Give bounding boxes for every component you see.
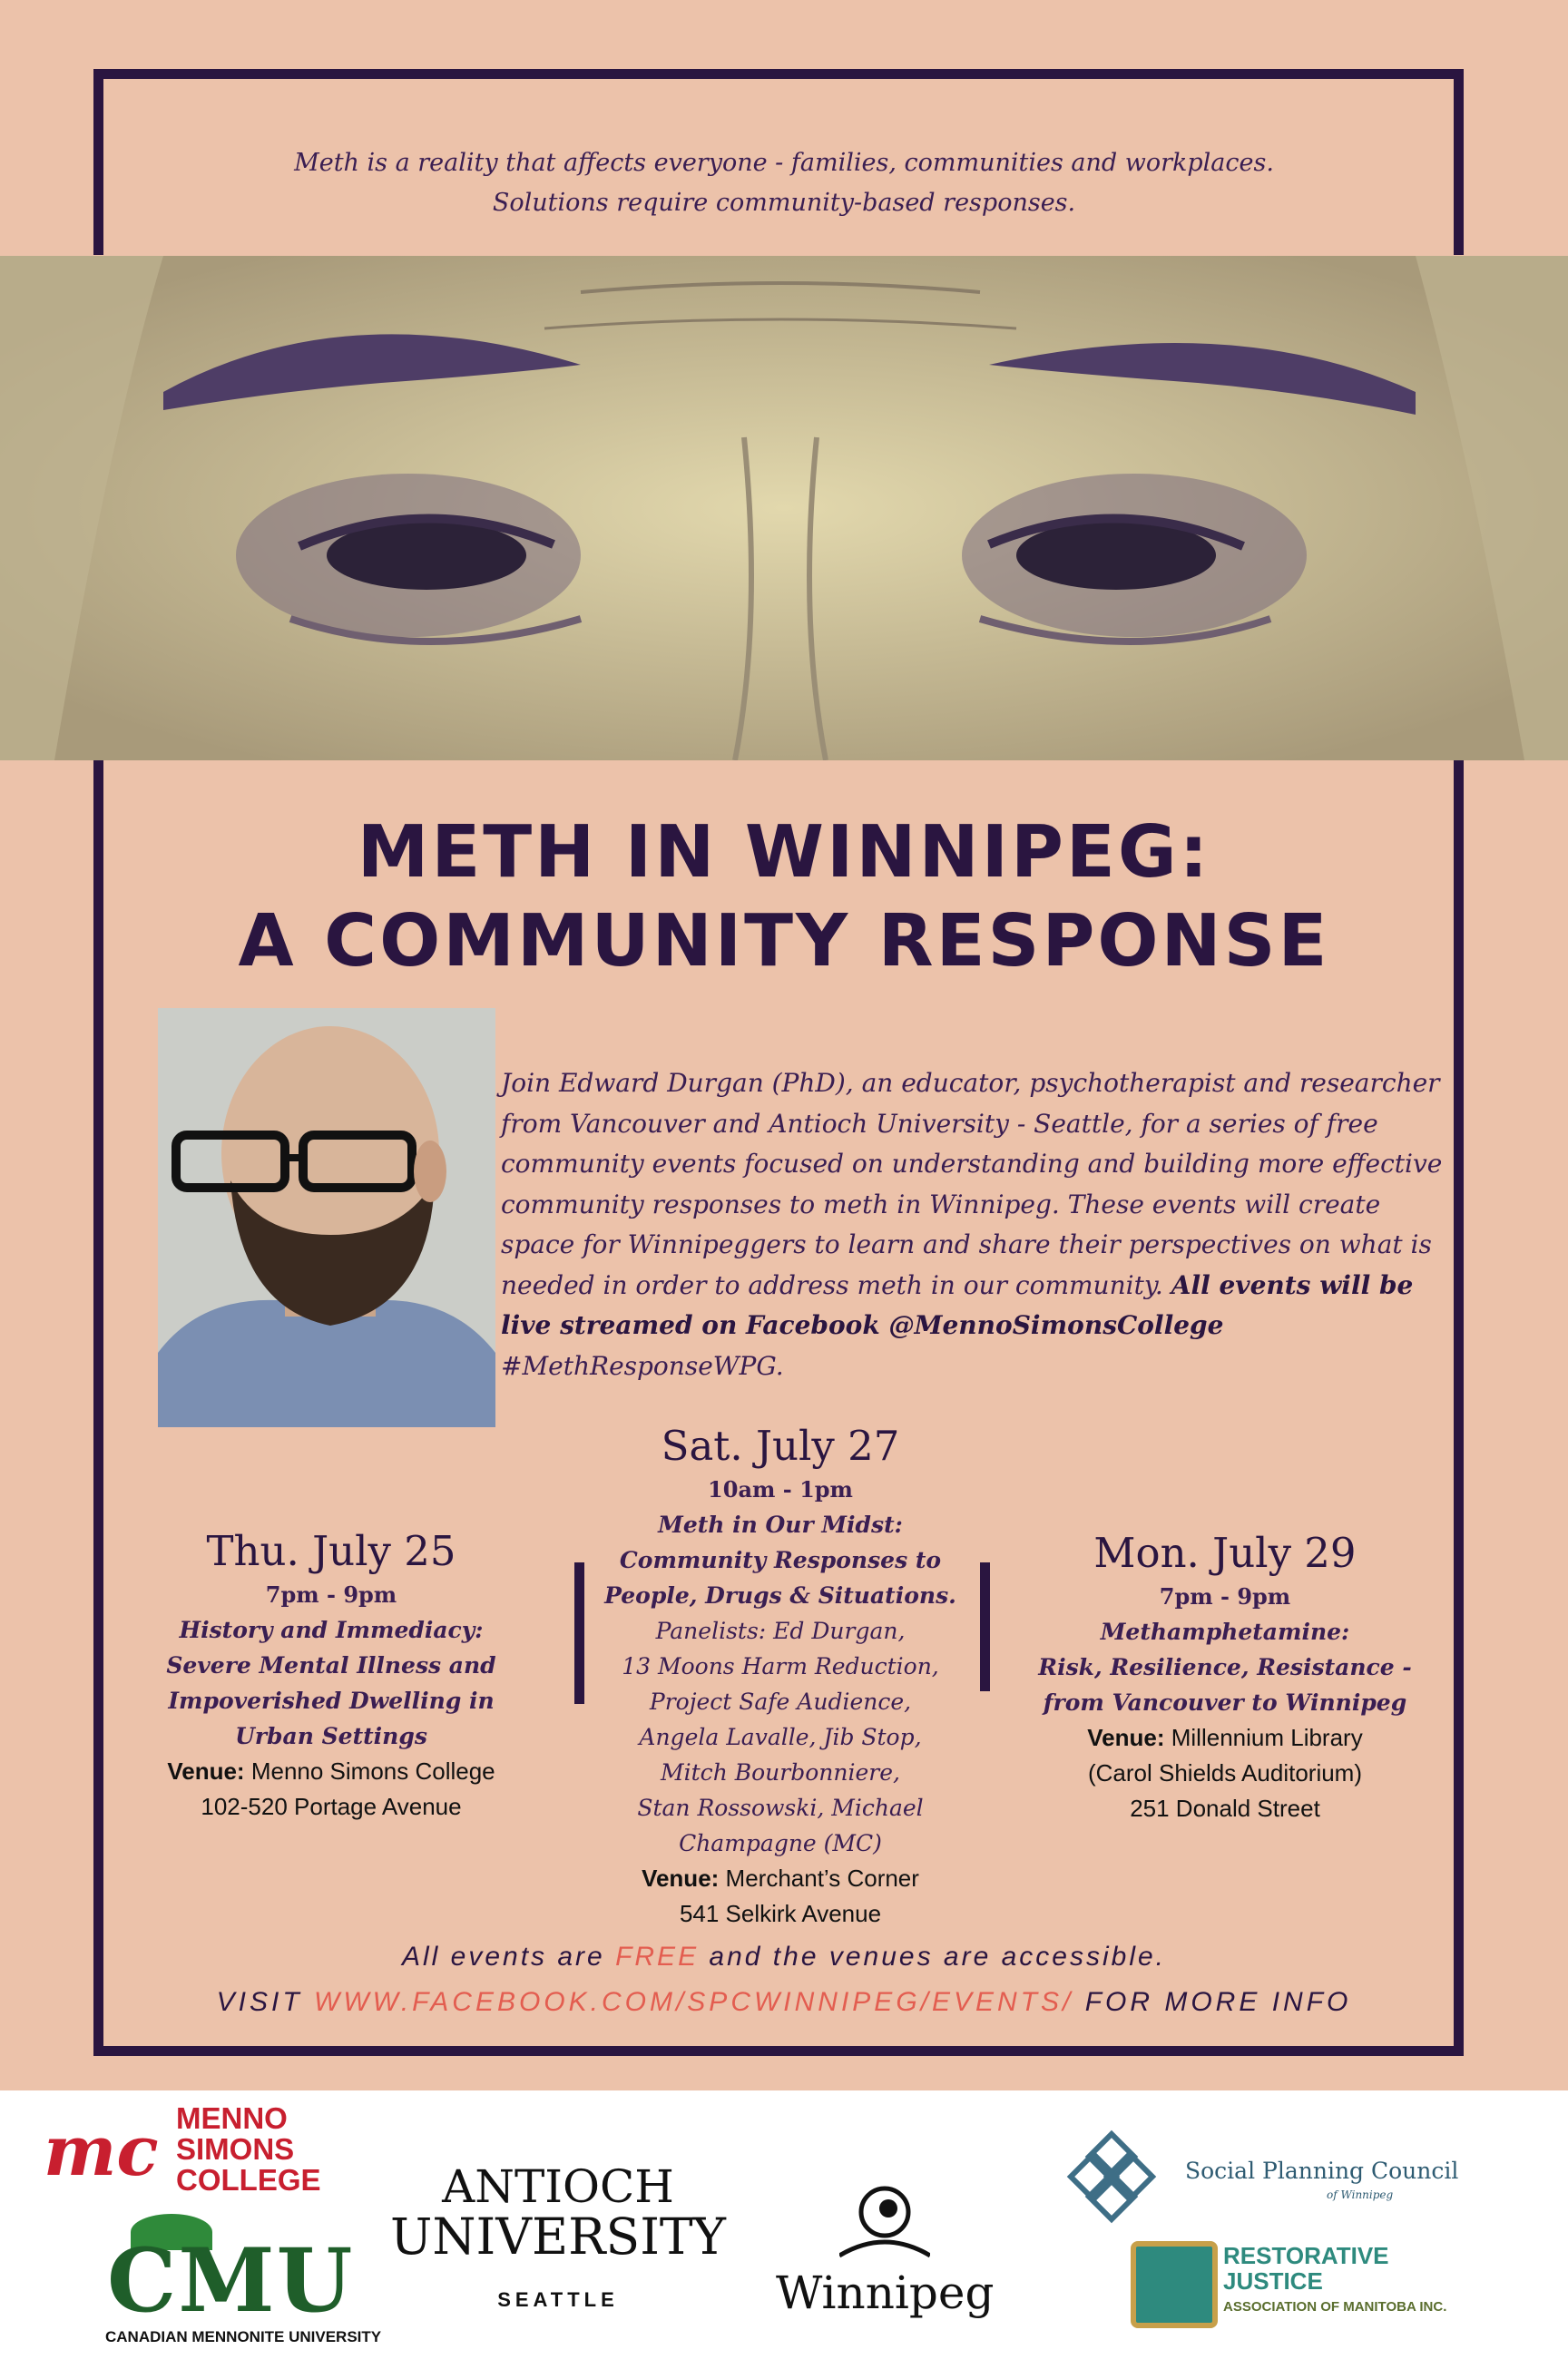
visit-label: VISIT: [216, 1987, 314, 2017]
winnipeg-logo: [776, 2172, 994, 2354]
event-thu: [136, 1526, 526, 1825]
event-time: 7pm - 9pm: [1159, 1583, 1291, 1610]
panelist-line: Champagne (MC): [679, 1830, 882, 1856]
spc-logo: [1053, 2127, 1524, 2227]
panelist-line: Mitch Bourbonniere,: [661, 1759, 900, 1786]
spc-sub: of Winnipeg: [1327, 2188, 1394, 2201]
eyes-photo: [0, 256, 1568, 760]
sponsor-logos: [0, 2090, 1568, 2379]
msc-line-1: MENNO: [176, 2101, 288, 2135]
description-text: Join Edward Durgan (PhD), an educator, psychotherapist and researcher from Vancouver and Antioch University - Seattle, for a series of free community events focused on understanding and building more effective community responses to meth in Winnipeg. These events will create space for Winnipeggers to learn and share their perspectives on what is needed in order to address meth in our community.: [501, 1068, 1443, 1300]
antioch-line-1: ANTIOCH: [442, 2160, 674, 2213]
cmu-sub: CANADIAN MENNONITE UNIVERSITY: [105, 2328, 382, 2345]
foot-post: and the venues are accessible.: [699, 1942, 1167, 1972]
antioch-line-2: UNIVERSITY: [390, 2208, 726, 2266]
rj-emblem-icon: [1131, 2241, 1218, 2328]
venue-label: Venue:: [167, 1757, 245, 1785]
panelist-line: Project Safe Audience,: [649, 1689, 912, 1715]
divider-left: [574, 1562, 584, 1704]
event-sat: [590, 1421, 971, 1932]
event-title-line: History and Immediacy:: [179, 1617, 484, 1643]
event-venue: [1007, 1720, 1443, 1756]
rj-line-3: ASSOCIATION OF MANITOBA INC.: [1223, 2299, 1447, 2315]
event-title-line: People, Drugs & Situations.: [604, 1582, 956, 1609]
event-address: 541 Selkirk Avenue: [679, 1900, 882, 1927]
msc-mark: mc: [44, 2110, 159, 2191]
event-date: Mon. July 29: [1093, 1529, 1357, 1577]
venue-label: Venue:: [1087, 1724, 1165, 1751]
event-title-line: Impoverished Dwelling in: [168, 1688, 495, 1714]
event-venue: [136, 1754, 526, 1789]
event-date: Sat. July 27: [661, 1422, 900, 1470]
venue-name: Menno Simons College: [250, 1757, 495, 1785]
event-title: [109, 808, 1459, 985]
event-title-line: Urban Settings: [235, 1723, 427, 1749]
events-link[interactable]: WWW.FACEBOOK.COM/SPCWINNIPEG/EVENTS/: [314, 1987, 1074, 2017]
intro-text: [136, 143, 1432, 223]
event-mon: [1007, 1528, 1443, 1826]
intro-line-2: Solutions require community-based responses.: [492, 189, 1076, 217]
event-time: 10am - 1pm: [708, 1476, 853, 1503]
event-title-line: Risk, Resilience, Resistance -: [1038, 1654, 1412, 1680]
panelist-line: Angela Lavalle, Jib Stop,: [639, 1724, 922, 1750]
venue-label: Venue:: [642, 1865, 720, 1892]
event-date: Thu. July 25: [206, 1527, 456, 1575]
msc-line-3: COLLEGE: [176, 2163, 321, 2197]
event-title-line: Community Responses to: [619, 1547, 942, 1573]
event-address: 102-520 Portage Avenue: [201, 1793, 462, 1820]
event-address: 251 Donald Street: [1130, 1795, 1320, 1822]
speaker-photo: [158, 1008, 495, 1427]
foot-pre: All events are: [401, 1942, 616, 1972]
event-time: 7pm - 9pm: [265, 1581, 397, 1608]
venue-name: Millennium Library: [1171, 1724, 1363, 1751]
accessibility-note: [109, 1942, 1459, 1973]
free-highlight: FREE: [615, 1942, 700, 1972]
panelist-line: 13 Moons Harm Reduction,: [622, 1653, 939, 1679]
spc-knot-icon: [1053, 2127, 1171, 2227]
winnipeg-name: Winnipeg: [776, 2266, 995, 2319]
antioch-sub: SEATTLE: [497, 2288, 619, 2311]
more-info: [109, 1987, 1459, 2018]
title-line-1: METH IN WINNIPEG:: [357, 810, 1211, 894]
intro-line-1: Meth is a reality that affects everyone - families, communities and workplaces.: [294, 149, 1274, 177]
cmu-logo: [98, 2214, 388, 2368]
event-venue: [590, 1861, 971, 1896]
divider-right: [980, 1562, 990, 1691]
spc-name: Social Planning Council: [1185, 2158, 1459, 2184]
event-description: [501, 1063, 1454, 1386]
description-hashtag: #MethResponseWPG.: [501, 1350, 784, 1381]
rj-line-1: RESTORATIVE: [1223, 2242, 1389, 2269]
venue-name: Merchant’s Corner: [725, 1865, 919, 1892]
event-title-line: Meth in Our Midst:: [658, 1512, 903, 1538]
cmu-mark: CMU: [107, 2229, 355, 2332]
rj-logo: [1125, 2236, 1543, 2335]
antioch-logo: [368, 2160, 749, 2345]
msc-line-2: SIMONS: [176, 2132, 295, 2166]
rj-line-2: JUSTICE: [1223, 2267, 1323, 2295]
event-title-line: Methamphetamine:: [1100, 1619, 1350, 1645]
venue-detail: (Carol Shields Auditorium): [1087, 1759, 1362, 1787]
more-info-label: FOR MORE INFO: [1073, 1987, 1352, 2017]
panelist-line: Stan Rossowski, Michael: [637, 1795, 924, 1821]
title-line-2: A COMMUNITY RESPONSE: [238, 899, 1330, 983]
event-title-line: from Vancouver to Winnipeg: [1043, 1689, 1407, 1716]
winnipeg-swirl-icon: [839, 2172, 930, 2263]
event-title-line: Severe Mental Illness and: [166, 1652, 496, 1679]
msc-logo: [44, 2103, 343, 2212]
panelist-line: Panelists: Ed Durgan,: [655, 1618, 906, 1644]
description-livestream: All events will be live streamed on Facebook @MennoSimonsCollege: [501, 1269, 1414, 1340]
